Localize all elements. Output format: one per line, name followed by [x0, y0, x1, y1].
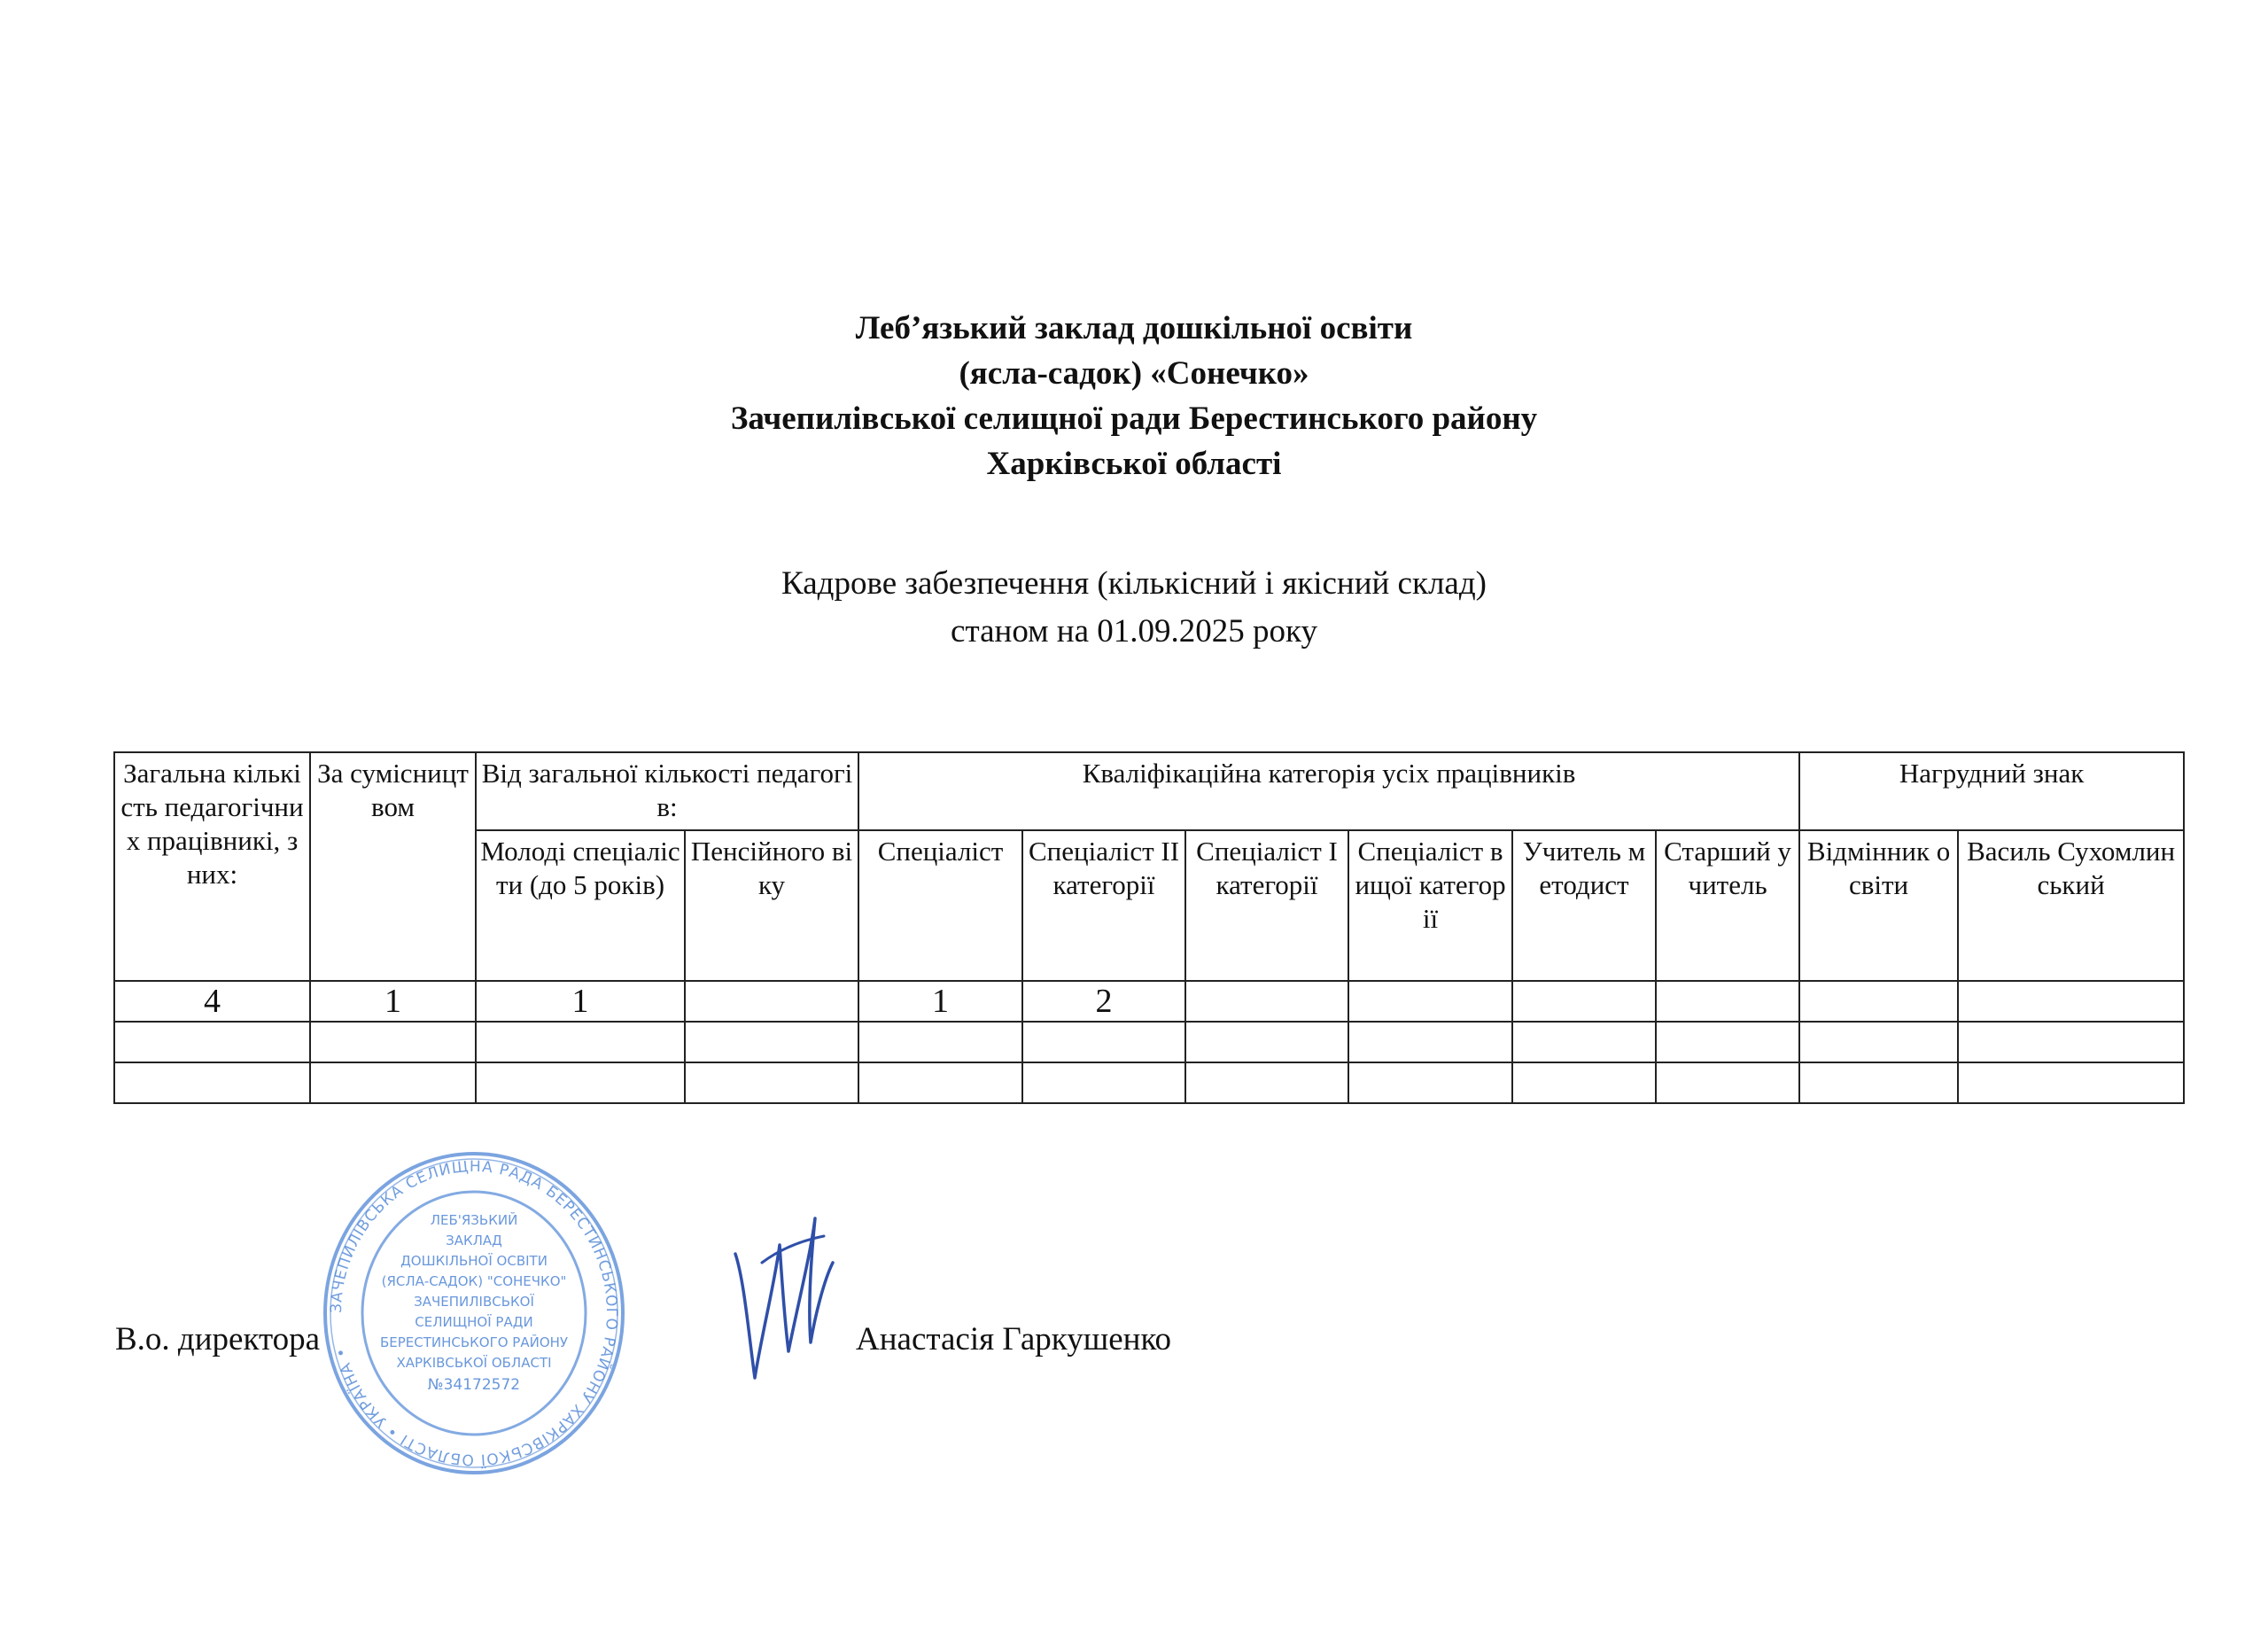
svg-text:ЗАКЛАД: ЗАКЛАД: [446, 1233, 502, 1248]
signatory-position: В.о. директора: [115, 1321, 321, 1357]
header-specialist-1st: Спеціаліст I категорії: [1185, 830, 1348, 981]
table-cell: 1: [310, 981, 476, 1022]
table-cell: [1799, 1022, 1958, 1062]
table-cell: [1512, 1022, 1656, 1062]
table-cell: [858, 1062, 1022, 1103]
table-cell: [1656, 1062, 1799, 1103]
table-cell: [1348, 1062, 1512, 1103]
header-teacher-methodist: Учитель методист: [1512, 830, 1656, 981]
header-sukhomlynsky-badge: Василь Сухомлинський: [1958, 830, 2184, 981]
institution-header: [0, 306, 2268, 486]
svg-text:ЗАЧЕПИЛІВСЬКОЇ: ЗАЧЕПИЛІВСЬКОЇ: [414, 1294, 534, 1310]
table-cell: [1799, 1062, 1958, 1103]
table-row: [114, 1062, 2184, 1103]
header-group-badge: Нагрудний знак: [1799, 752, 2184, 830]
table-cell: 2: [1022, 981, 1185, 1022]
table-cell: [1656, 1022, 1799, 1062]
subtitle-line1: Кадрове забезпечення (кількісний і якісний склад): [781, 565, 1487, 602]
header-part-time: За сумісництвом: [310, 752, 476, 981]
svg-text:(ЯСЛА-САДОК) "СОНЕЧКО": (ЯСЛА-САДОК) "СОНЕЧКО": [381, 1273, 567, 1289]
table-cell: [685, 1022, 858, 1062]
table-cell: [310, 1062, 476, 1103]
table-cell: [1512, 1062, 1656, 1103]
header-pension-age: Пенсійного віку: [685, 830, 858, 981]
table-cell: [858, 1022, 1022, 1062]
table-header-row-1: [114, 752, 2184, 830]
table-row: [114, 981, 2184, 1022]
svg-text:ЛЕБ'ЯЗЬКИЙ: ЛЕБ'ЯЗЬКИЙ: [430, 1212, 518, 1228]
table-cell: [1348, 1022, 1512, 1062]
table-cell: [1185, 981, 1348, 1022]
table-cell: [310, 1022, 476, 1062]
table-cell: [1958, 981, 2184, 1022]
svg-text:ХАРКІВСЬКОЇ ОБЛАСТІ: ХАРКІВСЬКОЇ ОБЛАСТІ: [396, 1355, 552, 1371]
table-cell: [1348, 981, 1512, 1022]
signatory-name: Анастасія Гаркушенко: [856, 1321, 1172, 1357]
header-excellence-badge: Відмінник освіти: [1799, 830, 1958, 981]
table-cell: [476, 1022, 685, 1062]
table-cell: [1958, 1022, 2184, 1062]
svg-text:БЕРЕСТИНСЬКОГО РАЙОНУ: БЕРЕСТИНСЬКОГО РАЙОНУ: [379, 1334, 569, 1350]
table-cell: [1799, 981, 1958, 1022]
institution-name-line4: Харківської області: [986, 446, 1282, 482]
table-cell: [1958, 1062, 2184, 1103]
header-group-qualification: Кваліфікаційна категорія усіх працівників: [858, 752, 1799, 830]
svg-text:ЗАЧЕПИЛІВСЬКА СЕЛИЩНА РАДА БЕР: ЗАЧЕПИЛІВСЬКА СЕЛИЩНА РАДА БЕРЕСТИНСЬКОГО РАЙОНУ ХАРКІВСЬКОЇ ОБЛАСТІ • УКРАЇНА •: [327, 1157, 621, 1469]
header-specialist-highest: Спеціаліст вищої категорії: [1348, 830, 1512, 981]
header-specialist-2nd: Спеціаліст II категорії: [1022, 830, 1185, 981]
table-cell: [114, 1062, 310, 1103]
header-total-staff: Загальна кількість педагогічних працівникі, з них:: [114, 752, 310, 981]
header-specialist: Спеціаліст: [858, 830, 1022, 981]
official-stamp: [319, 1143, 629, 1484]
table-cell: [114, 1022, 310, 1062]
table-cell: 1: [858, 981, 1022, 1022]
table-cell: [1512, 981, 1656, 1022]
svg-text:№34172572: №34172572: [427, 1376, 521, 1394]
table-cell: [1022, 1022, 1185, 1062]
table-cell: [1185, 1022, 1348, 1062]
table-cell: [1656, 981, 1799, 1022]
table-cell: 1: [476, 981, 685, 1022]
handwritten-signature: [726, 1201, 842, 1387]
subtitle-date-line: станом на 01.09.2025 року: [951, 613, 1317, 649]
table-cell: [685, 981, 858, 1022]
header-young-specialists: Молоді спеціалісти (до 5 років): [476, 830, 685, 981]
institution-name-line3: Зачепилівської селищної ради Берестинського району: [730, 401, 1538, 437]
institution-name-line1: Леб’язький заклад дошкільної освіти: [855, 310, 1413, 346]
svg-text:СЕЛИЩНОЇ РАДИ: СЕЛИЩНОЇ РАДИ: [415, 1314, 533, 1330]
table-cell: 4: [114, 981, 310, 1022]
header-senior-teacher: Старший учитель: [1656, 830, 1799, 981]
table-cell: [476, 1062, 685, 1103]
svg-text:ДОШКІЛЬНОЇ ОСВІТИ: ДОШКІЛЬНОЇ ОСВІТИ: [400, 1253, 548, 1269]
table-cell: [685, 1062, 858, 1103]
header-group-of-total: Від загальної кількості педагогів:: [476, 752, 858, 830]
table-row: [114, 1022, 2184, 1062]
institution-name-line2: (ясла-садок) «Сонечко»: [959, 355, 1309, 392]
table-cell: [1185, 1062, 1348, 1103]
staff-table: [113, 751, 2185, 1104]
document-subtitle: [0, 560, 2268, 656]
table-cell: [1022, 1062, 1185, 1103]
